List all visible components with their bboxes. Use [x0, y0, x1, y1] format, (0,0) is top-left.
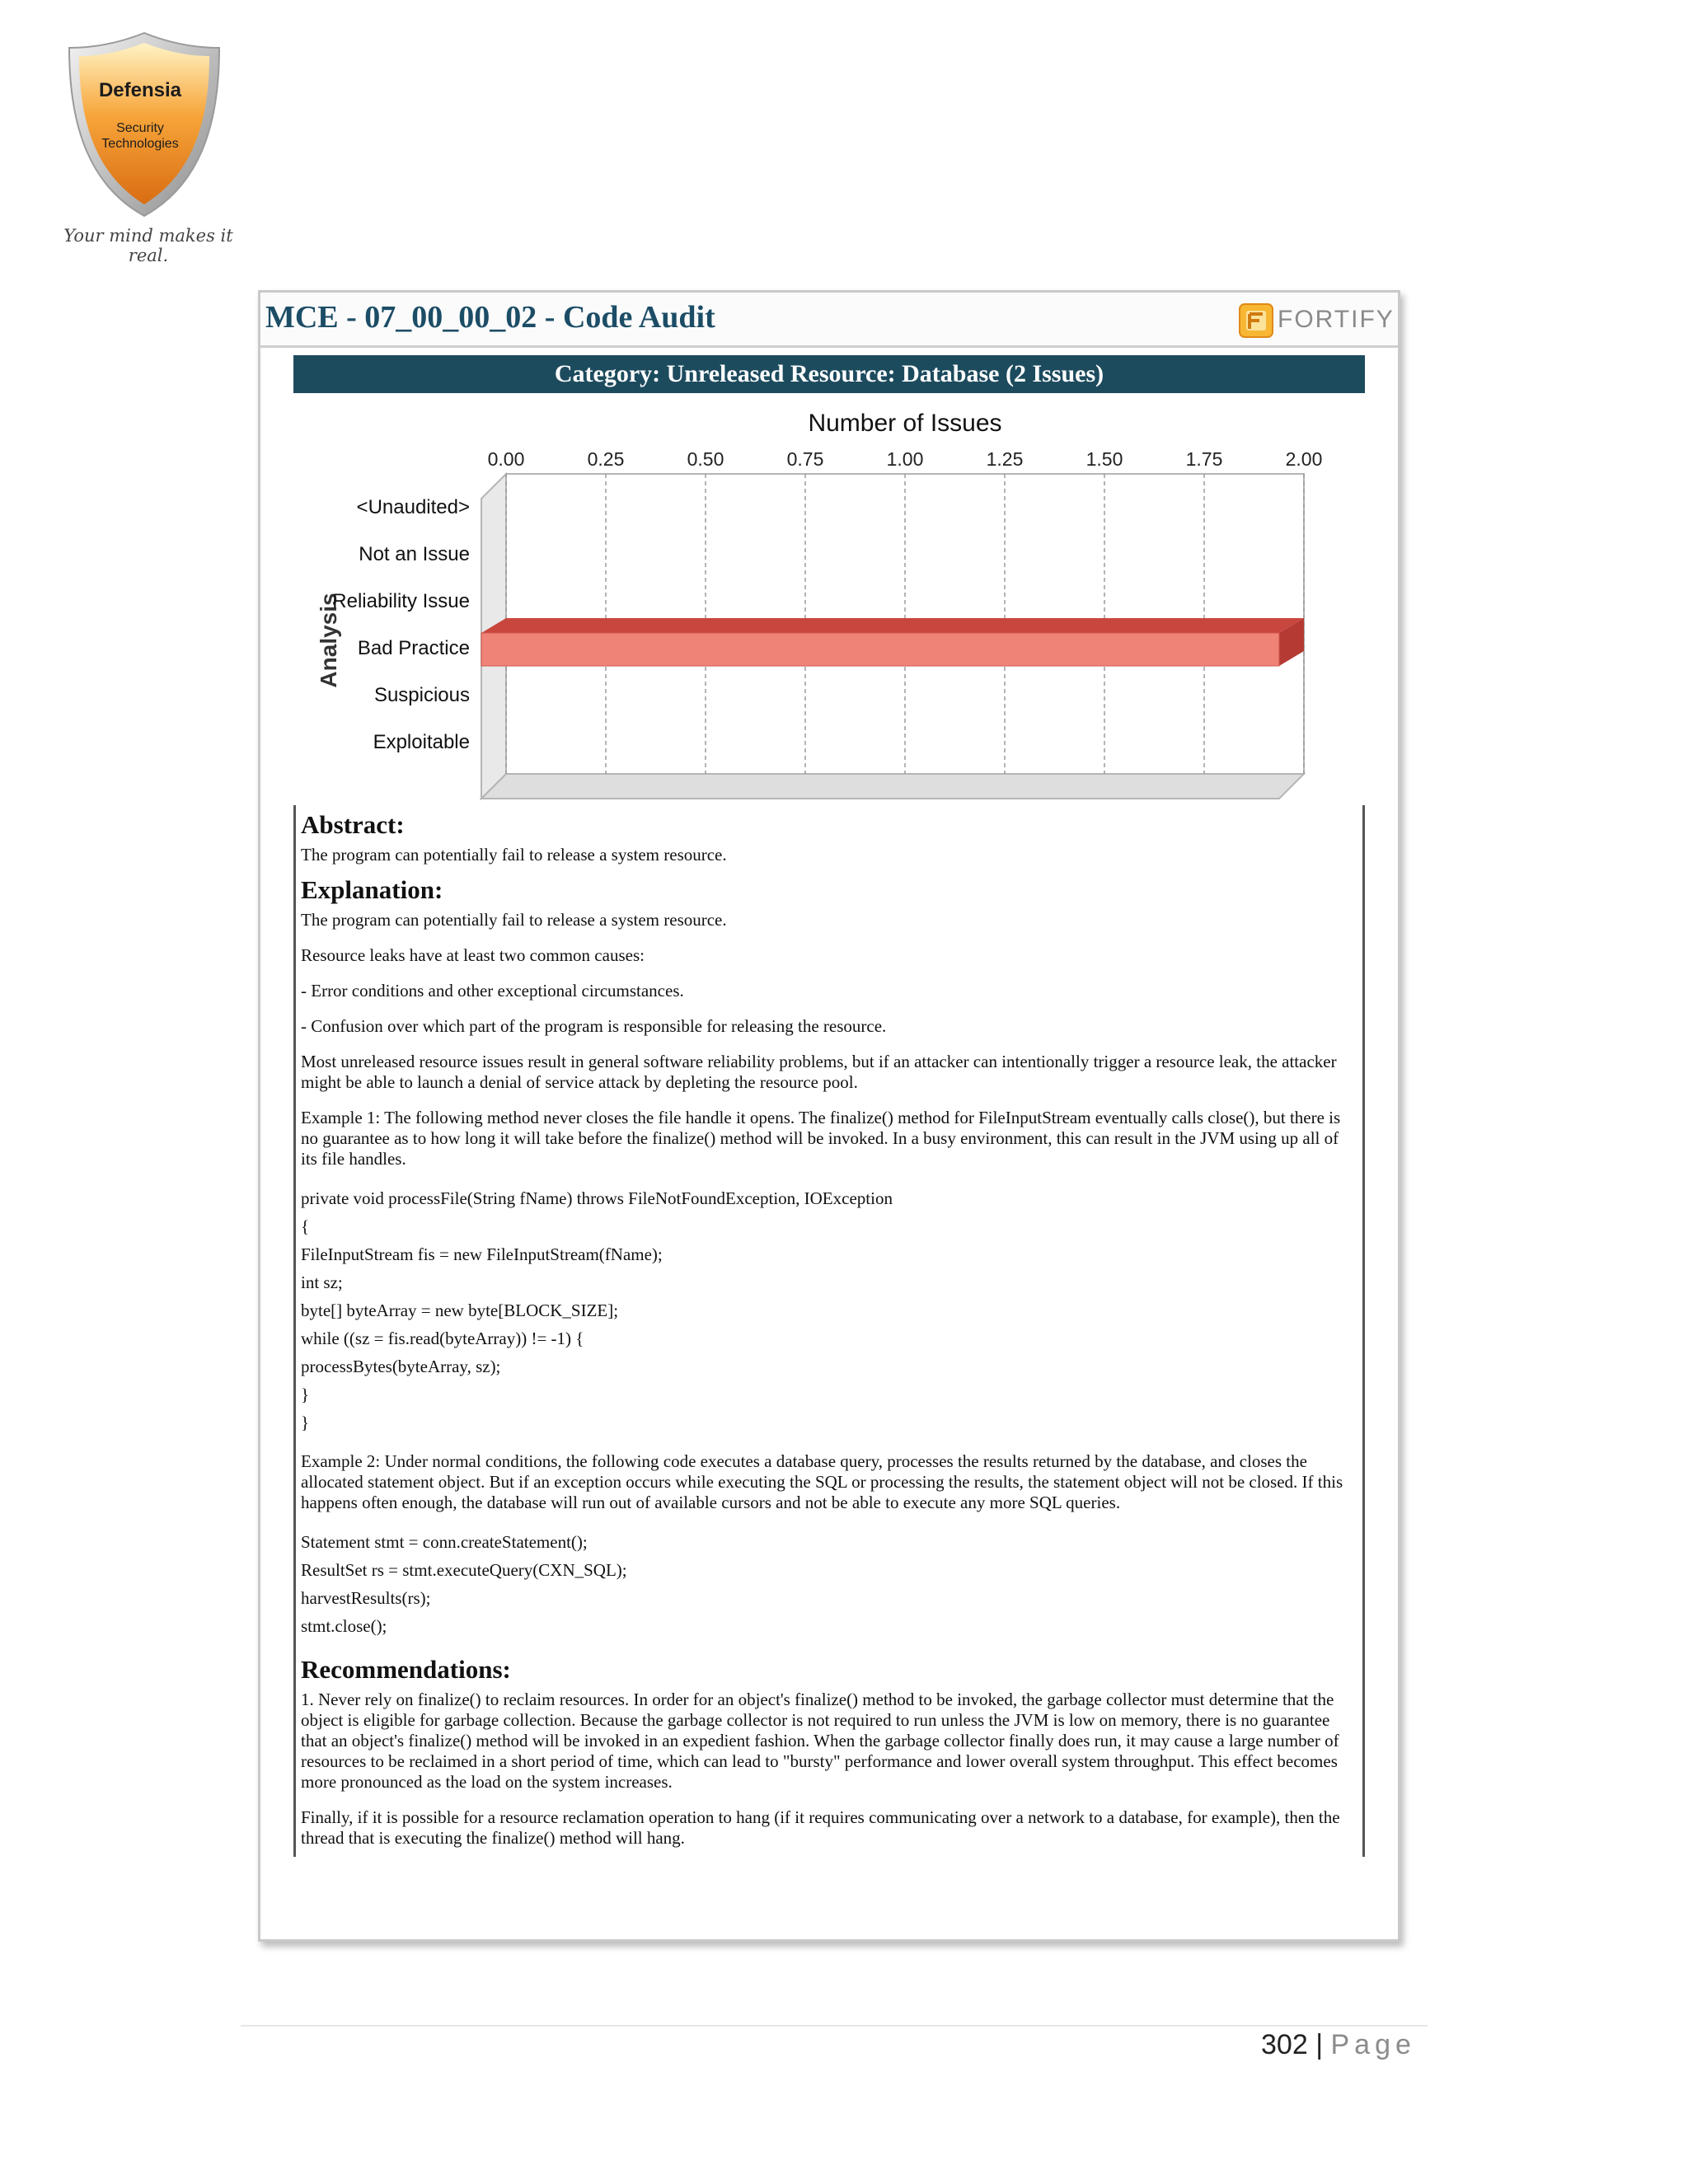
page-number-value: 302: [1261, 2029, 1308, 2060]
x-tick-label: 1.25: [986, 448, 1024, 470]
fortify-icon: [1238, 302, 1274, 339]
x-tick-label: 1.50: [1085, 448, 1123, 470]
abstract-text: The program can potentially fail to release a system resource.: [301, 845, 727, 865]
report-content: [293, 355, 1365, 1857]
company-subtitle: [66, 120, 214, 152]
company-logo: [58, 30, 233, 265]
issue-details: [293, 805, 1365, 1857]
code-line: ResultSet rs = stmt.executeQuery(CXN_SQL);: [301, 1560, 627, 1580]
code-line: {: [301, 1216, 310, 1236]
y-category-label: Reliability Issue: [332, 590, 470, 612]
x-tick-label: 0.50: [687, 448, 724, 470]
bar-top-face: [481, 618, 1304, 633]
fortify-wordmark: FORTIFY: [1278, 306, 1395, 333]
y-category-label: Bad Practice: [357, 637, 470, 659]
code-line: while ((sz = fis.read(byteArray)) != -1) {: [301, 1329, 584, 1348]
chart-title: Number of Issues: [808, 410, 1002, 437]
recommendations-title: Recommendations:: [301, 1655, 511, 1684]
code-line: }: [301, 1385, 310, 1404]
explanation-causes-intro: Resource leaks have at least two common causes:: [301, 945, 645, 965]
explanation-example-2: Example 2: Under normal conditions, the following code executes a database query, processes the results returned by the database, and closes the allocated statement object. But if an exception occurs while executing the SQL or processing the results, the statement object will not be closed. If this happens often enough, the database will run out of available cursors and not be able to execute any more SQL queries.: [301, 1451, 1343, 1512]
fortify-logo: [1238, 301, 1395, 340]
code-line: byte[] byteArray = new byte[BLOCK_SIZE];: [301, 1301, 619, 1320]
code-line: }: [301, 1413, 310, 1432]
explanation-example-1: Example 1: The following method never closes the file handle it opens. The finalize() method for FileInputStream eventually calls close(), but there is no guarantee as to how long it will take before the finalize() method will be invoked. In a busy environment, this can result in the JVM using up all of its file handles.: [301, 1108, 1341, 1169]
recommendations-paragraph-2: Finally, if it is possible for a resource reclamation operation to hang (if it requires communicating over a network to a database, for example), then the thread that is executing the finalize() method will hang.: [301, 1807, 1340, 1848]
x-tick-label: 0.75: [786, 448, 824, 470]
abstract-title: Abstract:: [301, 810, 405, 839]
company-tagline: Your mind makes it real.: [63, 226, 233, 265]
explanation-intro: The program can potentially fail to release a system resource.: [301, 910, 727, 930]
x-tick-label: 0.25: [587, 448, 625, 470]
y-category-label: <Unaudited>: [356, 496, 470, 518]
code-line: Statement stmt = conn.createStatement();: [301, 1532, 588, 1552]
bar-bad-practice: [481, 633, 1279, 666]
report-frame: [258, 290, 1400, 1942]
company-subtitle-line1: Security: [116, 121, 164, 135]
footer-divider: [241, 2025, 1428, 2027]
code-line: FileInputStream fis = new FileInputStream(fName);: [301, 1244, 663, 1264]
company-name: Defensia: [98, 79, 182, 101]
code-line: private void processFile(String fName) throws FileNotFoundException, IOException: [301, 1188, 893, 1208]
y-axis-label: Analysis: [316, 593, 341, 688]
y-category-label: Suspicious: [373, 684, 470, 706]
x-tick-label: 2.00: [1285, 448, 1323, 470]
code-line: processBytes(byteArray, sz);: [301, 1357, 501, 1376]
page-number: [1261, 2029, 1416, 2061]
x-tick-label: 0.00: [487, 448, 525, 470]
explanation-impact: Most unreleased resource issues result in general software reliability problems, but if an attacker can intentionally trigger a resource leak, the attacker might be able to launch a denial of service attack by depleting the resource pool.: [301, 1052, 1337, 1092]
y-category-label: Not an Issue: [359, 543, 470, 565]
page-number-separator: |: [1315, 2029, 1324, 2060]
issues-chart-svg: [293, 393, 1365, 805]
code-line: stmt.close();: [301, 1616, 387, 1636]
recommendations-paragraph-1: 1. Never rely on finalize() to reclaim resources. In order for an object's finalize() method to be invoked, the garbage collector must determine that the object is eligible for garbage collection. Because the garbage collector is not required to run unless the JVM is low on memory, there is no guarantee that an object's finalize() method will be invoked in an expedient fashion. When the garbage collector finally does run, it may cause a large number of resources to be reclaimed in a short period of time, which can lead to "bursty" performance and lower overall system throughput. This effect becomes more pronounced as the load on the system increases.: [301, 1690, 1339, 1792]
code-example-1: [301, 1184, 1357, 1436]
explanation-title: Explanation:: [301, 875, 443, 904]
report-header: [260, 293, 1398, 348]
chart-floor: [481, 774, 1304, 799]
issues-chart: [293, 393, 1365, 805]
report-title: MCE - 07_00_00_02 - Code Audit: [265, 300, 715, 335]
code-line: harvestResults(rs);: [301, 1588, 431, 1608]
x-tick-label: 1.75: [1185, 448, 1223, 470]
company-subtitle-line2: Technologies: [101, 137, 179, 151]
code-example-2: [301, 1528, 1357, 1640]
page-label: Page: [1330, 2029, 1416, 2060]
y-category-label: Exploitable: [373, 731, 470, 753]
x-tick-label: 1.00: [886, 448, 924, 470]
code-line: int sz;: [301, 1272, 343, 1292]
category-heading: Category: Unreleased Resource: Database (2 Issues): [293, 355, 1365, 393]
explanation-cause-2: - Confusion over which part of the program is responsible for releasing the resource.: [301, 1016, 887, 1036]
explanation-cause-1: - Error conditions and other exceptional circumstances.: [301, 981, 684, 1001]
